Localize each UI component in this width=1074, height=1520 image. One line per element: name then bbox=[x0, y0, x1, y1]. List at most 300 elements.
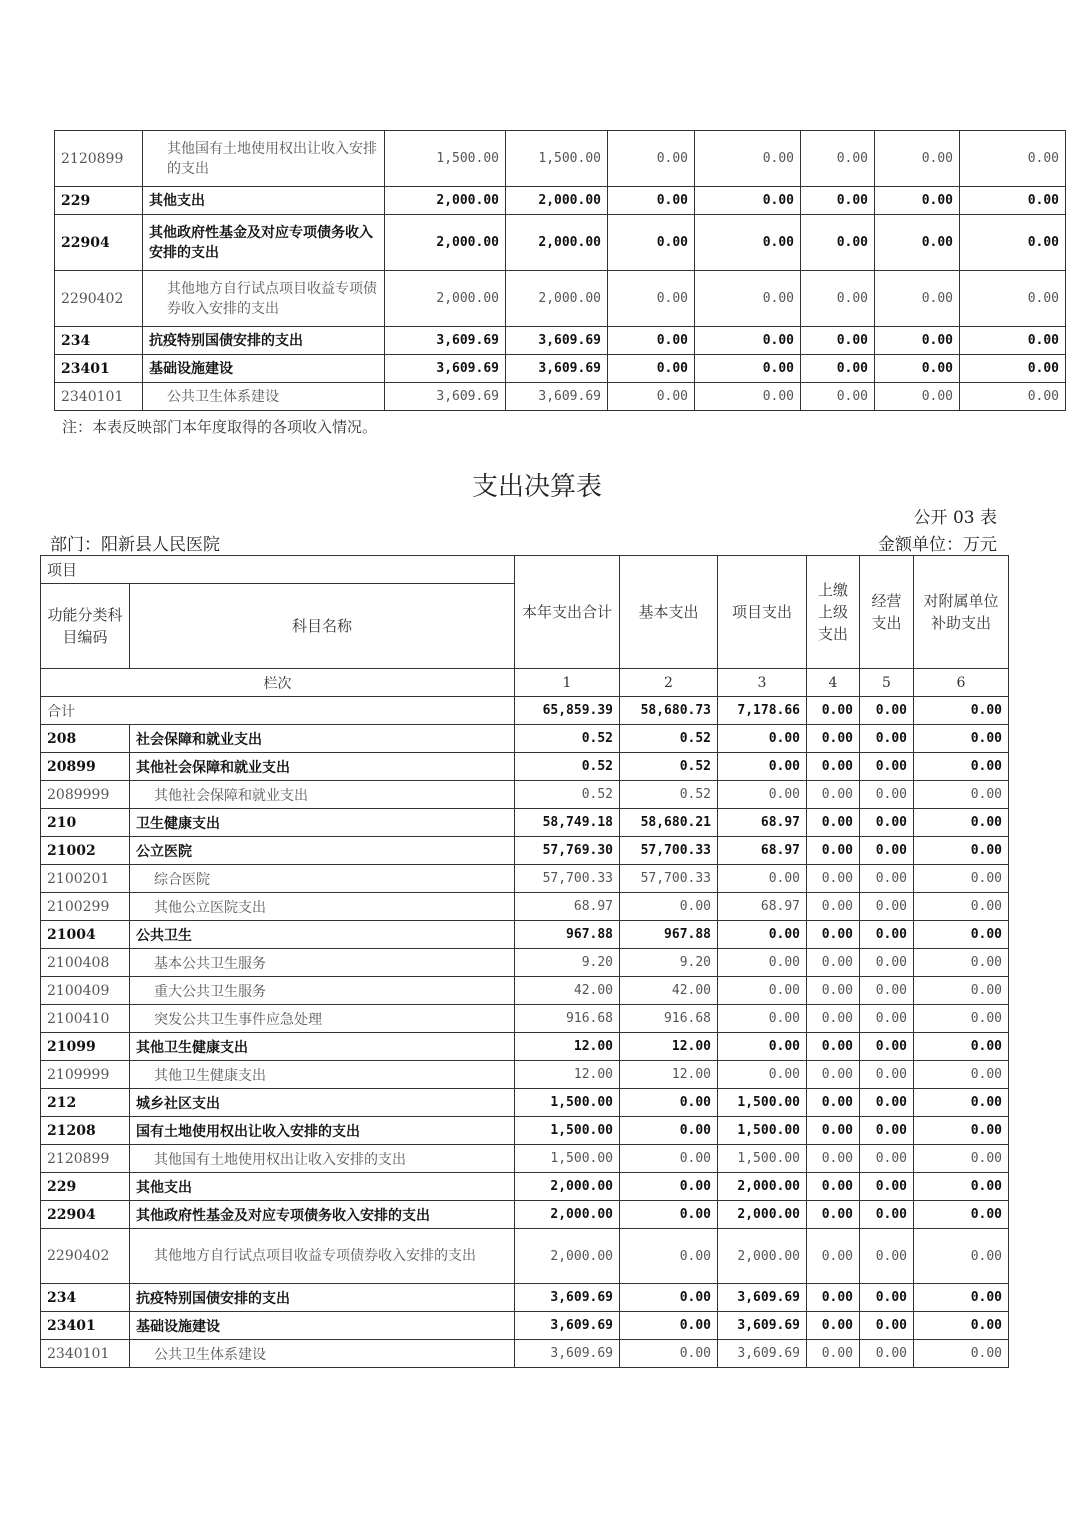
amount-cell: 0.00 bbox=[860, 1089, 914, 1117]
amount-cell: 0.00 bbox=[807, 1173, 860, 1201]
table-row bbox=[41, 837, 1009, 865]
subject-name: 其他国有土地使用权出让收入安排的支出 bbox=[143, 131, 385, 187]
amount-cell: 0.52 bbox=[515, 725, 620, 753]
table-row bbox=[41, 781, 1009, 809]
total-value: 58,680.73 bbox=[620, 697, 718, 725]
table-row bbox=[41, 1061, 1009, 1089]
table-note: 注：本表反映部门本年度取得的各项收入情况。 bbox=[62, 418, 378, 436]
amount-unit-label: 金额单位：万元 bbox=[878, 535, 997, 555]
amount-cell: 0.00 bbox=[807, 949, 860, 977]
amount-cell: 0.00 bbox=[807, 921, 860, 949]
amount-cell: 0.00 bbox=[620, 1201, 718, 1229]
amount-cell: 0.00 bbox=[875, 131, 960, 187]
table-row bbox=[41, 753, 1009, 781]
amount-cell: 1,500.00 bbox=[515, 1089, 620, 1117]
amount-cell: 2,000.00 bbox=[718, 1201, 807, 1229]
subject-name: 其他支出 bbox=[130, 1173, 515, 1201]
amount-cell: 2,000.00 bbox=[515, 1229, 620, 1284]
amount-cell: 2,000.00 bbox=[385, 187, 506, 215]
amount-cell: 3,609.69 bbox=[515, 1340, 620, 1368]
amount-cell: 967.88 bbox=[620, 921, 718, 949]
table-row bbox=[41, 949, 1009, 977]
subject-name: 卫生健康支出 bbox=[130, 809, 515, 837]
amount-cell: 0.00 bbox=[914, 781, 1009, 809]
amount-cell: 0.00 bbox=[807, 1284, 860, 1312]
amount-cell: 0.00 bbox=[860, 1340, 914, 1368]
amount-cell: 0.00 bbox=[695, 215, 801, 271]
amount-cell: 0.00 bbox=[914, 809, 1009, 837]
amount-cell: 3,609.69 bbox=[515, 1284, 620, 1312]
amount-cell: 0.00 bbox=[608, 383, 695, 411]
table-row bbox=[55, 187, 1066, 215]
subject-name: 综合医院 bbox=[130, 865, 515, 893]
amount-cell: 0.52 bbox=[515, 781, 620, 809]
amount-cell: 1,500.00 bbox=[718, 1089, 807, 1117]
amount-cell: 0.00 bbox=[914, 977, 1009, 1005]
amount-cell: 0.00 bbox=[860, 837, 914, 865]
amount-cell: 2,000.00 bbox=[506, 271, 608, 327]
expense-table-body bbox=[41, 556, 1009, 1368]
amount-cell: 1,500.00 bbox=[718, 1145, 807, 1173]
amount-cell: 3,609.69 bbox=[515, 1312, 620, 1340]
subject-name: 其他政府性基金及对应专项债务收入安排的支出 bbox=[130, 1201, 515, 1229]
amount-cell: 0.00 bbox=[914, 1061, 1009, 1089]
amount-cell: 0.00 bbox=[875, 355, 960, 383]
amount-cell: 0.00 bbox=[875, 215, 960, 271]
amount-cell: 3,609.69 bbox=[506, 327, 608, 355]
subject-code: 2109999 bbox=[41, 1061, 130, 1089]
amount-cell: 0.00 bbox=[875, 187, 960, 215]
amount-cell: 0.00 bbox=[914, 1201, 1009, 1229]
amount-cell: 2,000.00 bbox=[385, 271, 506, 327]
column-number: 2 bbox=[620, 669, 718, 697]
subject-code: 208 bbox=[41, 725, 130, 753]
subject-code: 2340101 bbox=[41, 1340, 130, 1368]
table-row bbox=[41, 1117, 1009, 1145]
amount-cell: 1,500.00 bbox=[506, 131, 608, 187]
amount-cell: 0.00 bbox=[860, 977, 914, 1005]
subject-code: 2100408 bbox=[41, 949, 130, 977]
column-number: 1 bbox=[515, 669, 620, 697]
department-label: 部门：阳新县人民医院 bbox=[50, 535, 220, 555]
amount-cell: 0.52 bbox=[515, 753, 620, 781]
amount-cell: 0.00 bbox=[807, 893, 860, 921]
amount-cell: 0.00 bbox=[807, 1145, 860, 1173]
subject-code: 23401 bbox=[55, 355, 143, 383]
amount-cell: 0.00 bbox=[807, 1061, 860, 1089]
amount-cell: 0.00 bbox=[620, 893, 718, 921]
table-row bbox=[41, 921, 1009, 949]
subject-name: 其他卫生健康支出 bbox=[130, 1061, 515, 1089]
header-subsidy: 对附属单位补助支出 bbox=[914, 556, 1009, 669]
amount-cell: 0.00 bbox=[960, 215, 1066, 271]
amount-cell: 0.00 bbox=[914, 1117, 1009, 1145]
amount-cell: 3,609.69 bbox=[718, 1312, 807, 1340]
amount-cell: 0.00 bbox=[608, 327, 695, 355]
amount-cell: 0.00 bbox=[914, 1173, 1009, 1201]
total-value: 0.00 bbox=[914, 697, 1009, 725]
amount-cell: 0.00 bbox=[914, 1340, 1009, 1368]
total-value: 0.00 bbox=[807, 697, 860, 725]
amount-cell: 0.00 bbox=[718, 865, 807, 893]
amount-cell: 0.00 bbox=[914, 865, 1009, 893]
amount-cell: 12.00 bbox=[620, 1033, 718, 1061]
amount-cell: 0.00 bbox=[620, 1229, 718, 1284]
table-row bbox=[41, 809, 1009, 837]
amount-cell: 57,700.33 bbox=[515, 865, 620, 893]
amount-cell: 0.00 bbox=[718, 1005, 807, 1033]
total-value: 65,859.39 bbox=[515, 697, 620, 725]
table-row bbox=[41, 1312, 1009, 1340]
income-table-continued bbox=[54, 130, 1066, 411]
amount-cell: 57,700.33 bbox=[620, 865, 718, 893]
amount-cell: 0.00 bbox=[620, 1284, 718, 1312]
amount-cell: 0.00 bbox=[718, 1033, 807, 1061]
header-upper: 上缴上级支出 bbox=[807, 556, 860, 669]
column-number-row bbox=[41, 669, 1009, 697]
subject-name: 其他社会保障和就业支出 bbox=[130, 781, 515, 809]
amount-cell: 0.00 bbox=[608, 271, 695, 327]
table-row bbox=[55, 215, 1066, 271]
amount-cell: 0.00 bbox=[620, 1340, 718, 1368]
amount-cell: 68.97 bbox=[718, 837, 807, 865]
amount-cell: 0.00 bbox=[914, 893, 1009, 921]
amount-cell: 3,609.69 bbox=[385, 383, 506, 411]
amount-cell: 0.00 bbox=[914, 753, 1009, 781]
amount-cell: 0.00 bbox=[695, 327, 801, 355]
subject-name: 其他政府性基金及对应专项债务收入安排的支出 bbox=[143, 215, 385, 271]
amount-cell: 0.00 bbox=[860, 921, 914, 949]
column-number: 4 bbox=[807, 669, 860, 697]
amount-cell: 0.00 bbox=[801, 187, 875, 215]
subject-name: 其他支出 bbox=[143, 187, 385, 215]
subject-code: 21208 bbox=[41, 1117, 130, 1145]
amount-cell: 0.00 bbox=[860, 1117, 914, 1145]
subject-code: 20899 bbox=[41, 753, 130, 781]
table-row bbox=[41, 1005, 1009, 1033]
amount-cell: 0.00 bbox=[807, 1201, 860, 1229]
subject-code: 210 bbox=[41, 809, 130, 837]
amount-cell: 0.00 bbox=[960, 271, 1066, 327]
subject-code: 2100410 bbox=[41, 1005, 130, 1033]
amount-cell: 0.00 bbox=[960, 187, 1066, 215]
amount-cell: 0.00 bbox=[860, 1005, 914, 1033]
table-row bbox=[41, 1033, 1009, 1061]
header-subject-name: 科目名称 bbox=[130, 584, 515, 669]
amount-cell: 0.00 bbox=[695, 271, 801, 327]
subject-name: 其他国有土地使用权出让收入安排的支出 bbox=[130, 1145, 515, 1173]
amount-cell: 68.97 bbox=[718, 893, 807, 921]
subject-name: 公共卫生体系建设 bbox=[130, 1340, 515, 1368]
amount-cell: 58,749.18 bbox=[515, 809, 620, 837]
subject-name: 公共卫生 bbox=[130, 921, 515, 949]
amount-cell: 57,769.30 bbox=[515, 837, 620, 865]
subject-name: 基础设施建设 bbox=[130, 1312, 515, 1340]
column-number: 5 bbox=[860, 669, 914, 697]
amount-cell: 0.00 bbox=[807, 725, 860, 753]
subject-code: 229 bbox=[55, 187, 143, 215]
subject-name: 抗疫特别国债安排的支出 bbox=[143, 327, 385, 355]
amount-cell: 0.00 bbox=[860, 725, 914, 753]
amount-cell: 0.00 bbox=[620, 1145, 718, 1173]
amount-cell: 0.00 bbox=[860, 1229, 914, 1284]
amount-cell: 916.68 bbox=[515, 1005, 620, 1033]
amount-cell: 0.00 bbox=[960, 383, 1066, 411]
table-row bbox=[41, 1173, 1009, 1201]
amount-cell: 0.00 bbox=[695, 383, 801, 411]
amount-cell: 0.00 bbox=[718, 781, 807, 809]
amount-cell: 0.00 bbox=[718, 921, 807, 949]
subject-code: 21004 bbox=[41, 921, 130, 949]
subject-code: 23401 bbox=[41, 1312, 130, 1340]
table-row bbox=[55, 271, 1066, 327]
amount-cell: 3,609.69 bbox=[718, 1284, 807, 1312]
total-row bbox=[41, 697, 1009, 725]
subject-code: 229 bbox=[41, 1173, 130, 1201]
subject-code: 2120899 bbox=[55, 131, 143, 187]
column-number-label: 栏次 bbox=[41, 669, 515, 697]
amount-cell: 12.00 bbox=[620, 1061, 718, 1089]
amount-cell: 0.00 bbox=[860, 1312, 914, 1340]
amount-cell: 0.00 bbox=[807, 1229, 860, 1284]
subject-code: 2340101 bbox=[55, 383, 143, 411]
amount-cell: 1,500.00 bbox=[718, 1117, 807, 1145]
amount-cell: 0.00 bbox=[718, 977, 807, 1005]
subject-code: 2100201 bbox=[41, 865, 130, 893]
amount-cell: 0.00 bbox=[608, 355, 695, 383]
amount-cell: 3,609.69 bbox=[385, 327, 506, 355]
table-row bbox=[41, 1340, 1009, 1368]
amount-cell: 0.00 bbox=[875, 271, 960, 327]
header-project-expense: 项目支出 bbox=[718, 556, 807, 669]
amount-cell: 0.00 bbox=[620, 1312, 718, 1340]
amount-cell: 0.00 bbox=[914, 1089, 1009, 1117]
amount-cell: 0.00 bbox=[801, 131, 875, 187]
subject-code: 2290402 bbox=[55, 271, 143, 327]
amount-cell: 3,609.69 bbox=[506, 355, 608, 383]
amount-cell: 2,000.00 bbox=[718, 1229, 807, 1284]
amount-cell: 3,609.69 bbox=[506, 383, 608, 411]
subject-name: 基本公共卫生服务 bbox=[130, 949, 515, 977]
subject-code: 2100299 bbox=[41, 893, 130, 921]
amount-cell: 0.00 bbox=[914, 921, 1009, 949]
amount-cell: 0.00 bbox=[718, 753, 807, 781]
amount-cell: 2,000.00 bbox=[506, 187, 608, 215]
amount-cell: 0.00 bbox=[860, 893, 914, 921]
amount-cell: 0.00 bbox=[807, 1117, 860, 1145]
subject-code: 22904 bbox=[55, 215, 143, 271]
amount-cell: 0.00 bbox=[875, 383, 960, 411]
amount-cell: 0.00 bbox=[695, 187, 801, 215]
subject-name: 国有土地使用权出让收入安排的支出 bbox=[130, 1117, 515, 1145]
amount-cell: 57,700.33 bbox=[620, 837, 718, 865]
amount-cell: 0.00 bbox=[807, 1005, 860, 1033]
subject-code: 212 bbox=[41, 1089, 130, 1117]
amount-cell: 0.00 bbox=[860, 1201, 914, 1229]
amount-cell: 0.52 bbox=[620, 753, 718, 781]
subject-code: 2120899 bbox=[41, 1145, 130, 1173]
amount-cell: 2,000.00 bbox=[515, 1173, 620, 1201]
amount-cell: 0.00 bbox=[801, 355, 875, 383]
amount-cell: 2,000.00 bbox=[385, 215, 506, 271]
amount-cell: 0.00 bbox=[914, 1145, 1009, 1173]
amount-cell: 0.00 bbox=[914, 1229, 1009, 1284]
table-row bbox=[55, 383, 1066, 411]
form-number: 公开 03 表 bbox=[913, 508, 997, 528]
subject-code: 22904 bbox=[41, 1201, 130, 1229]
amount-cell: 0.00 bbox=[718, 949, 807, 977]
header-func-code: 功能分类科目编码 bbox=[41, 584, 130, 669]
amount-cell: 3,609.69 bbox=[718, 1340, 807, 1368]
amount-cell: 0.00 bbox=[620, 1173, 718, 1201]
amount-cell: 68.97 bbox=[718, 809, 807, 837]
header-total: 本年支出合计 bbox=[515, 556, 620, 669]
table-row bbox=[41, 1145, 1009, 1173]
column-number: 3 bbox=[718, 669, 807, 697]
amount-cell: 0.00 bbox=[608, 215, 695, 271]
amount-cell: 0.00 bbox=[807, 809, 860, 837]
amount-cell: 0.00 bbox=[960, 355, 1066, 383]
amount-cell: 12.00 bbox=[515, 1033, 620, 1061]
amount-cell: 68.97 bbox=[515, 893, 620, 921]
amount-cell: 0.00 bbox=[860, 1173, 914, 1201]
amount-cell: 3,609.69 bbox=[385, 355, 506, 383]
amount-cell: 0.00 bbox=[860, 1145, 914, 1173]
amount-cell: 1,500.00 bbox=[515, 1117, 620, 1145]
subject-name: 其他地方自行试点项目收益专项债券收入安排的支出 bbox=[130, 1229, 515, 1284]
table-row bbox=[41, 1229, 1009, 1284]
table-row bbox=[41, 893, 1009, 921]
amount-cell: 2,000.00 bbox=[515, 1201, 620, 1229]
header-business: 经营支出 bbox=[860, 556, 914, 669]
amount-cell: 9.20 bbox=[515, 949, 620, 977]
subject-code: 2089999 bbox=[41, 781, 130, 809]
table-row bbox=[41, 977, 1009, 1005]
header-project: 项目 bbox=[41, 556, 515, 584]
subject-name: 城乡社区支出 bbox=[130, 1089, 515, 1117]
amount-cell: 0.00 bbox=[860, 809, 914, 837]
amount-cell: 0.00 bbox=[875, 327, 960, 355]
amount-cell: 0.00 bbox=[860, 1061, 914, 1089]
amount-cell: 0.00 bbox=[801, 327, 875, 355]
amount-cell: 0.00 bbox=[807, 1340, 860, 1368]
amount-cell: 12.00 bbox=[515, 1061, 620, 1089]
amount-cell: 0.00 bbox=[620, 1089, 718, 1117]
total-label: 合计 bbox=[41, 697, 515, 725]
amount-cell: 0.00 bbox=[860, 753, 914, 781]
total-value: 7,178.66 bbox=[718, 697, 807, 725]
subject-code: 234 bbox=[55, 327, 143, 355]
amount-cell: 0.00 bbox=[860, 1033, 914, 1061]
subject-name: 其他公立医院支出 bbox=[130, 893, 515, 921]
amount-cell: 0.00 bbox=[718, 1061, 807, 1089]
subject-name: 社会保障和就业支出 bbox=[130, 725, 515, 753]
amount-cell: 0.00 bbox=[914, 1312, 1009, 1340]
amount-cell: 42.00 bbox=[515, 977, 620, 1005]
amount-cell: 0.00 bbox=[807, 865, 860, 893]
total-value: 0.00 bbox=[860, 697, 914, 725]
amount-cell: 0.00 bbox=[860, 1284, 914, 1312]
amount-cell: 0.00 bbox=[801, 383, 875, 411]
amount-cell: 0.00 bbox=[807, 977, 860, 1005]
subject-name: 其他卫生健康支出 bbox=[130, 1033, 515, 1061]
amount-cell: 0.00 bbox=[860, 781, 914, 809]
subject-name: 重大公共卫生服务 bbox=[130, 977, 515, 1005]
amount-cell: 0.00 bbox=[914, 1284, 1009, 1312]
amount-cell: 42.00 bbox=[620, 977, 718, 1005]
subject-name: 突发公共卫生事件应急处理 bbox=[130, 1005, 515, 1033]
amount-cell: 0.00 bbox=[860, 865, 914, 893]
amount-cell: 0.00 bbox=[718, 725, 807, 753]
subject-name: 公共卫生体系建设 bbox=[143, 383, 385, 411]
amount-cell: 0.00 bbox=[807, 1312, 860, 1340]
table-row bbox=[55, 131, 1066, 187]
amount-cell: 0.00 bbox=[807, 1089, 860, 1117]
amount-cell: 0.00 bbox=[620, 1117, 718, 1145]
table-row bbox=[41, 1284, 1009, 1312]
amount-cell: 0.00 bbox=[914, 725, 1009, 753]
amount-cell: 2,000.00 bbox=[718, 1173, 807, 1201]
subject-code: 21099 bbox=[41, 1033, 130, 1061]
amount-cell: 0.00 bbox=[914, 1033, 1009, 1061]
amount-cell: 0.00 bbox=[807, 781, 860, 809]
subject-name: 其他地方自行试点项目收益专项债券收入安排的支出 bbox=[143, 271, 385, 327]
amount-cell: 9.20 bbox=[620, 949, 718, 977]
amount-cell: 0.00 bbox=[914, 949, 1009, 977]
amount-cell: 0.00 bbox=[608, 131, 695, 187]
table-row bbox=[41, 725, 1009, 753]
amount-cell: 0.00 bbox=[960, 327, 1066, 355]
amount-cell: 0.00 bbox=[860, 949, 914, 977]
subject-name: 基础设施建设 bbox=[143, 355, 385, 383]
amount-cell: 0.00 bbox=[914, 1005, 1009, 1033]
table-row bbox=[41, 1089, 1009, 1117]
header-row bbox=[41, 556, 1009, 584]
income-table-body bbox=[55, 131, 1066, 411]
amount-cell: 0.00 bbox=[695, 355, 801, 383]
subject-code: 2290402 bbox=[41, 1229, 130, 1284]
column-number: 6 bbox=[914, 669, 1009, 697]
amount-cell: 1,500.00 bbox=[515, 1145, 620, 1173]
table-row bbox=[41, 1201, 1009, 1229]
amount-cell: 0.00 bbox=[960, 131, 1066, 187]
amount-cell: 0.52 bbox=[620, 725, 718, 753]
amount-cell: 967.88 bbox=[515, 921, 620, 949]
subject-code: 21002 bbox=[41, 837, 130, 865]
amount-cell: 0.00 bbox=[801, 271, 875, 327]
amount-cell: 0.00 bbox=[807, 1033, 860, 1061]
amount-cell: 916.68 bbox=[620, 1005, 718, 1033]
amount-cell: 0.00 bbox=[608, 187, 695, 215]
amount-cell: 1,500.00 bbox=[385, 131, 506, 187]
subject-code: 234 bbox=[41, 1284, 130, 1312]
header-basic: 基本支出 bbox=[620, 556, 718, 669]
amount-cell: 0.00 bbox=[807, 753, 860, 781]
amount-cell: 0.00 bbox=[807, 837, 860, 865]
expense-table bbox=[40, 555, 1009, 1368]
subject-code: 2100409 bbox=[41, 977, 130, 1005]
page-title: 支出决算表 bbox=[471, 472, 602, 502]
amount-cell: 0.00 bbox=[914, 837, 1009, 865]
amount-cell: 0.52 bbox=[620, 781, 718, 809]
amount-cell: 0.00 bbox=[695, 131, 801, 187]
subject-name: 公立医院 bbox=[130, 837, 515, 865]
subject-name: 抗疫特别国债安排的支出 bbox=[130, 1284, 515, 1312]
table-row bbox=[55, 355, 1066, 383]
table-row bbox=[55, 327, 1066, 355]
table-row bbox=[41, 865, 1009, 893]
subject-name: 其他社会保障和就业支出 bbox=[130, 753, 515, 781]
